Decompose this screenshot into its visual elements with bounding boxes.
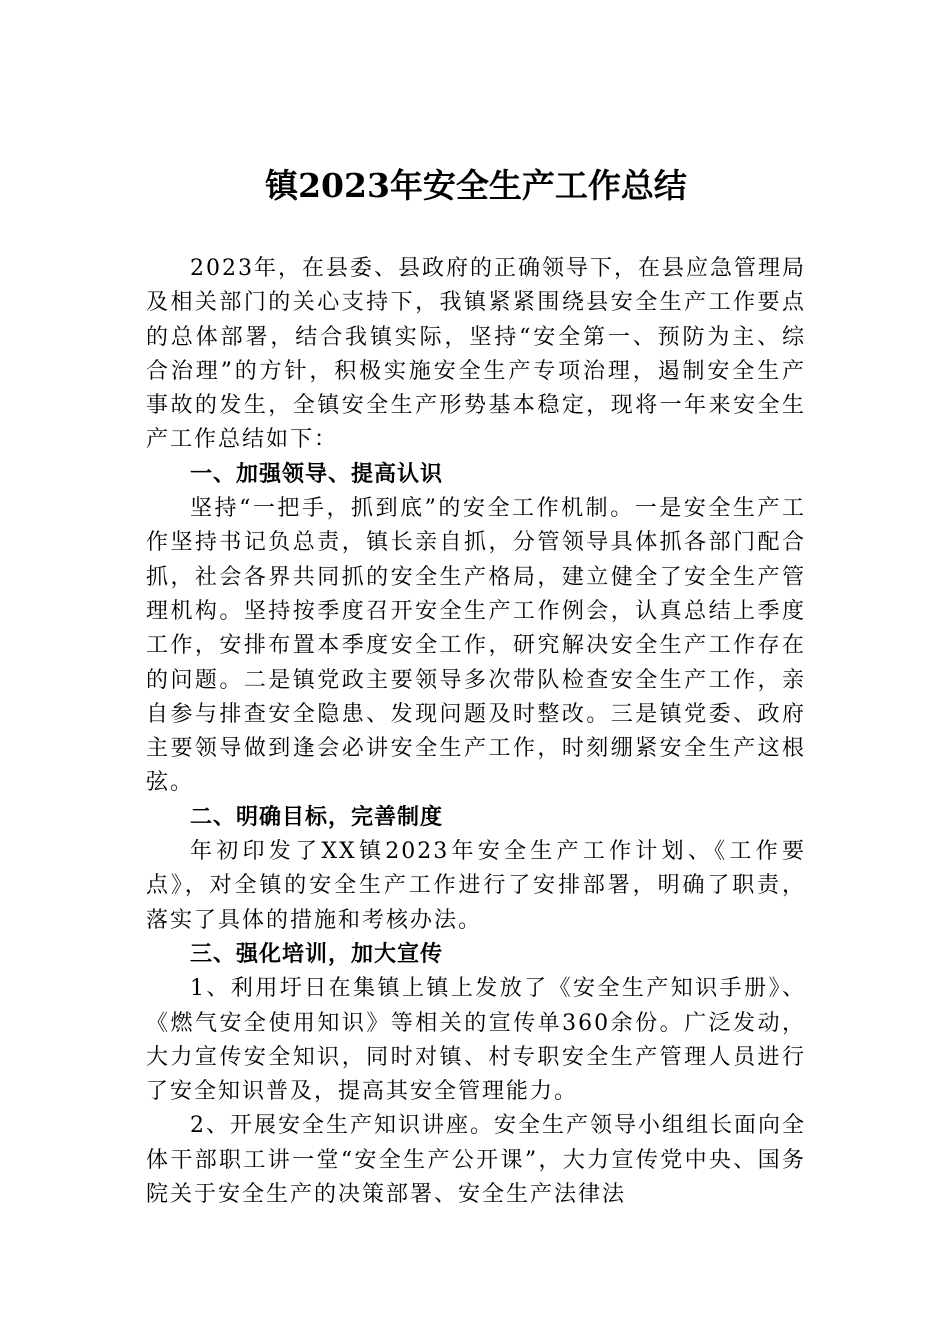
section-2-body: 年初印发了XX镇2023年安全生产工作计划、《工作要点》，对全镇的安全生产工作进行了安排部署，明确了职责，落实了具体的措施和考核办法。: [146, 839, 806, 933]
intro-paragraph: 2023年，在县委、县政府的正确领导下，在县应急管理局及相关部门的关心支持下，我镇紧紧围绕县安全生产工作要点的总体部署，结合我镇实际，坚持“安全第一、预防为主、综合治理”的方针，积极实施安全生产专项治理，遏制安全生产事故的发生，全镇安全生产形势基本稳定，现将一年来安全生产工作总结如下：: [146, 256, 806, 453]
section-3-heading: 三、强化培训，加大宣传: [190, 941, 444, 967]
section-1-heading: 一、加强领导、提高认识: [190, 461, 444, 487]
document-page: [146, 160, 806, 1212]
section-3-item-1: 1、利用圩日在集镇上镇上发放了《安全生产知识手册》、《燃气安全使用知识》等相关的宣传单360余份。广泛发动，大力宣传安全知识，同时对镇、村专职安全生产管理人员进行了安全知识普及，提高其安全管理能力。: [146, 976, 806, 1105]
section-1-body: 坚持“一把手，抓到底”的安全工作机制。一是安全生产工作坚持书记负总责，镇长亲自抓，分管领导具体抓各部门配合抓，社会各界共同抓的安全生产格局，建立健全了安全生产管理机构。坚持按季度召开安全生产工作例会，认真总结上季度工作，安排布置本季度安全工作，研究解决安全生产工作存在的问题。二是镇党政主要领导多次带队检查安全生产工作，亲自参与排查安全隐患、发现问题及时整改。三是镇党委、政府主要领导做到逢会必讲安全生产工作，时刻绷紧安全生产这根弦。: [146, 496, 806, 796]
section-3-item-2: 2、开展安全生产知识讲座。安全生产领导小组组长面向全体干部职工讲一堂“安全生产公开课”，大力宣传党中央、国务院关于安全生产的决策部署、安全生产法律法: [146, 1113, 806, 1208]
section-2-heading: 二、明确目标，完善制度: [190, 804, 444, 830]
document-title: 镇2023年安全生产工作总结: [265, 166, 687, 205]
